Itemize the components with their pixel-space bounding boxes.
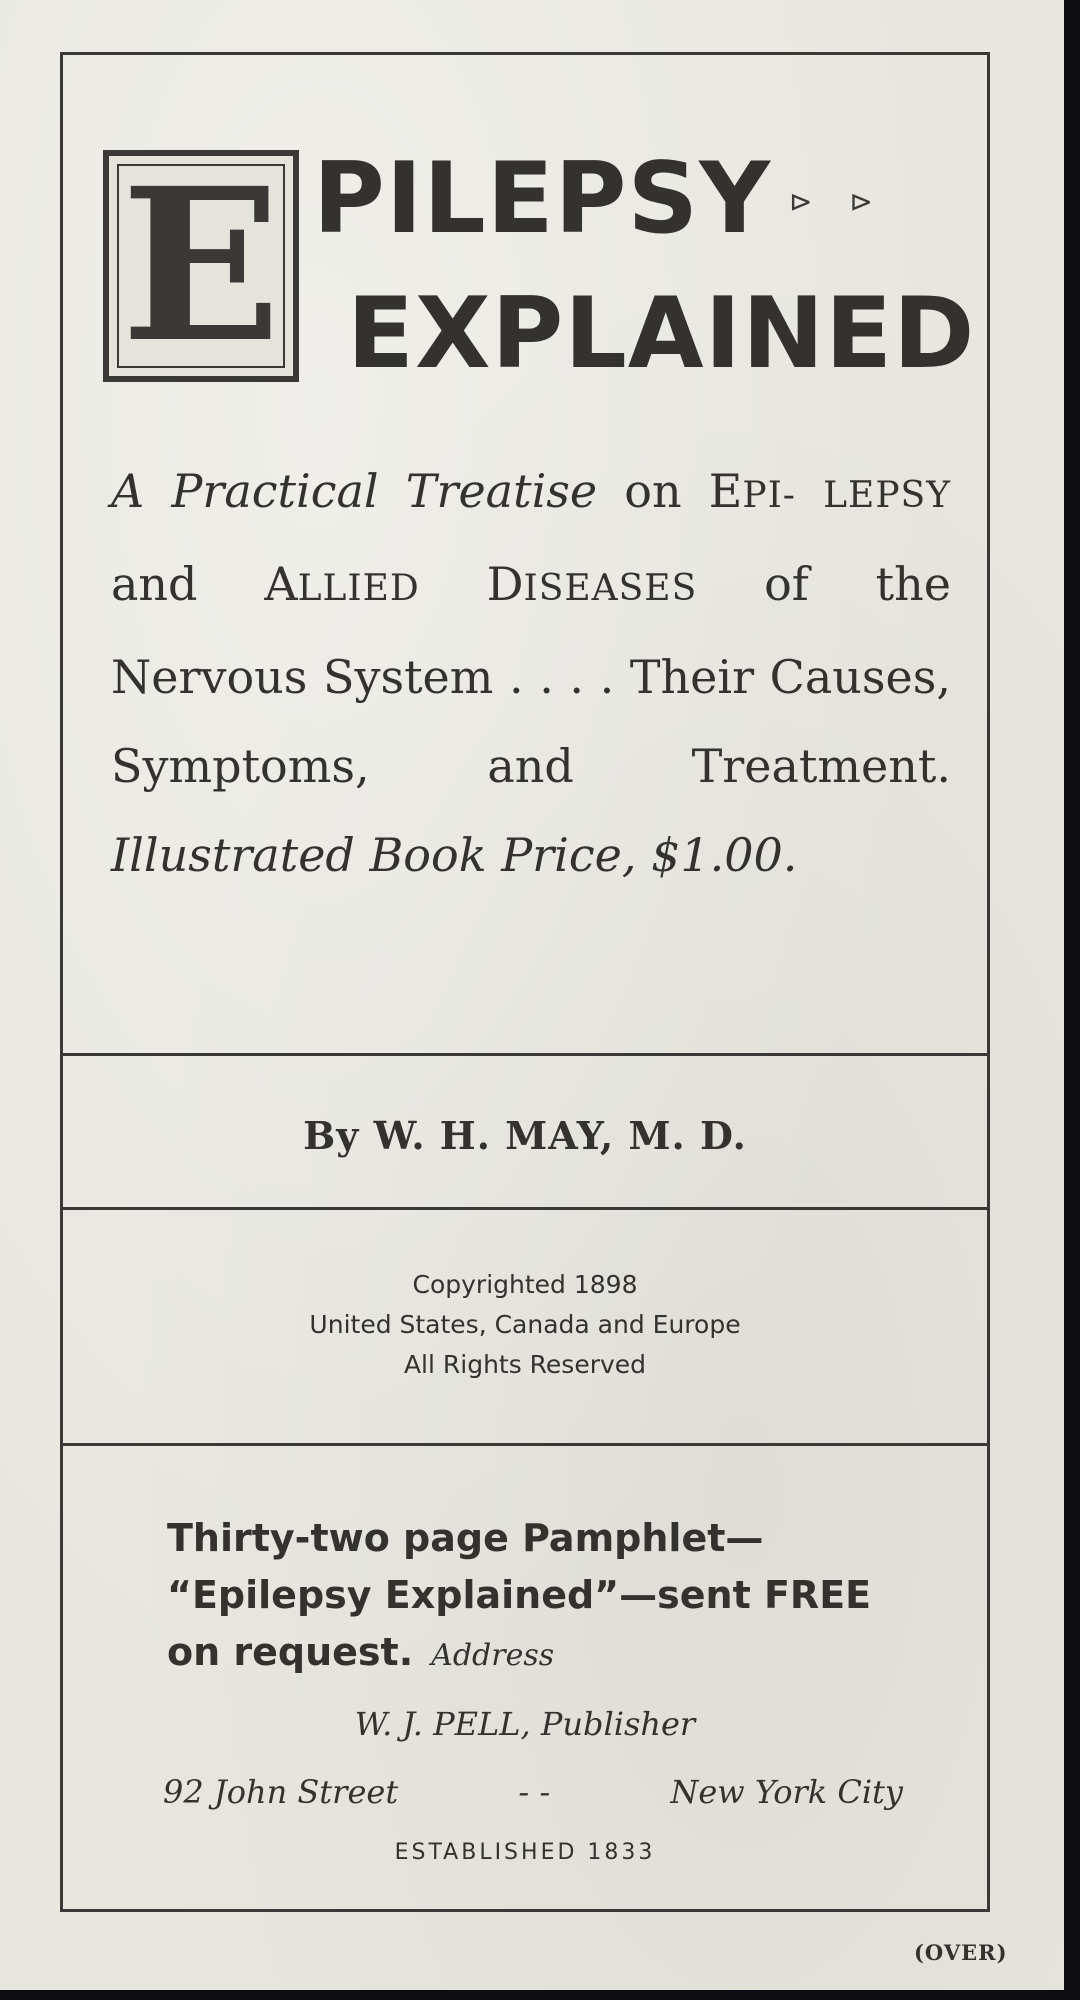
established-line: ESTABLISHED 1833 bbox=[394, 1840, 656, 1865]
title-line-1: PILEPSY bbox=[313, 142, 772, 256]
copyright-year: Copyrighted 1898 bbox=[412, 1270, 638, 1299]
publisher-line: W. J. PELL, Publisher bbox=[354, 1705, 696, 1743]
city: New York City bbox=[670, 1773, 903, 1811]
desc-italic-price: Illustrated Book Price, $1.00. bbox=[111, 828, 798, 882]
street-address bbox=[163, 1773, 903, 1811]
divider bbox=[63, 1207, 987, 1210]
divider bbox=[63, 1053, 987, 1056]
border-frame bbox=[60, 52, 990, 1912]
free-pamphlet-offer bbox=[167, 1510, 907, 1684]
drop-cap-box bbox=[103, 142, 299, 389]
desc-text: of the Nervous System . . . . Their Causes, Symptoms, and Treatment. bbox=[111, 557, 951, 793]
title-line-2: EXPLAINED bbox=[347, 277, 976, 391]
desc-text: on E bbox=[597, 464, 743, 518]
desc-text: and A bbox=[111, 557, 298, 611]
desc-text: D bbox=[419, 557, 524, 611]
copyright-regions: United States, Canada and Europe bbox=[309, 1310, 741, 1339]
ornament-icon: ⊳ ⊳ bbox=[789, 185, 887, 218]
address-label: Address bbox=[431, 1638, 555, 1673]
offer-text: Thirty-two page Pamphlet— “Epilepsy Explained”—sent FREE on request. bbox=[167, 1516, 872, 1674]
street: 92 John Street bbox=[163, 1773, 399, 1811]
desc-italic-phrase: A Practical Treatise bbox=[111, 464, 598, 518]
desc-smallcaps: LEPSY bbox=[823, 475, 951, 516]
rights-reserved: All Rights Reserved bbox=[403, 1350, 647, 1379]
divider bbox=[63, 1443, 987, 1446]
desc-smallcaps: LLIED bbox=[297, 568, 420, 609]
author-line: By W. H. MAY, M. D. bbox=[303, 1113, 747, 1158]
address-dashes: - - bbox=[518, 1773, 551, 1811]
copyright-block bbox=[63, 1265, 987, 1385]
desc-smallcaps: PI- bbox=[742, 475, 796, 516]
drop-cap-letter: E bbox=[117, 164, 285, 368]
desc-smallcaps: ISEASES bbox=[523, 568, 698, 609]
over-label: (OVER) bbox=[914, 1940, 1008, 1965]
description-paragraph bbox=[111, 447, 951, 900]
